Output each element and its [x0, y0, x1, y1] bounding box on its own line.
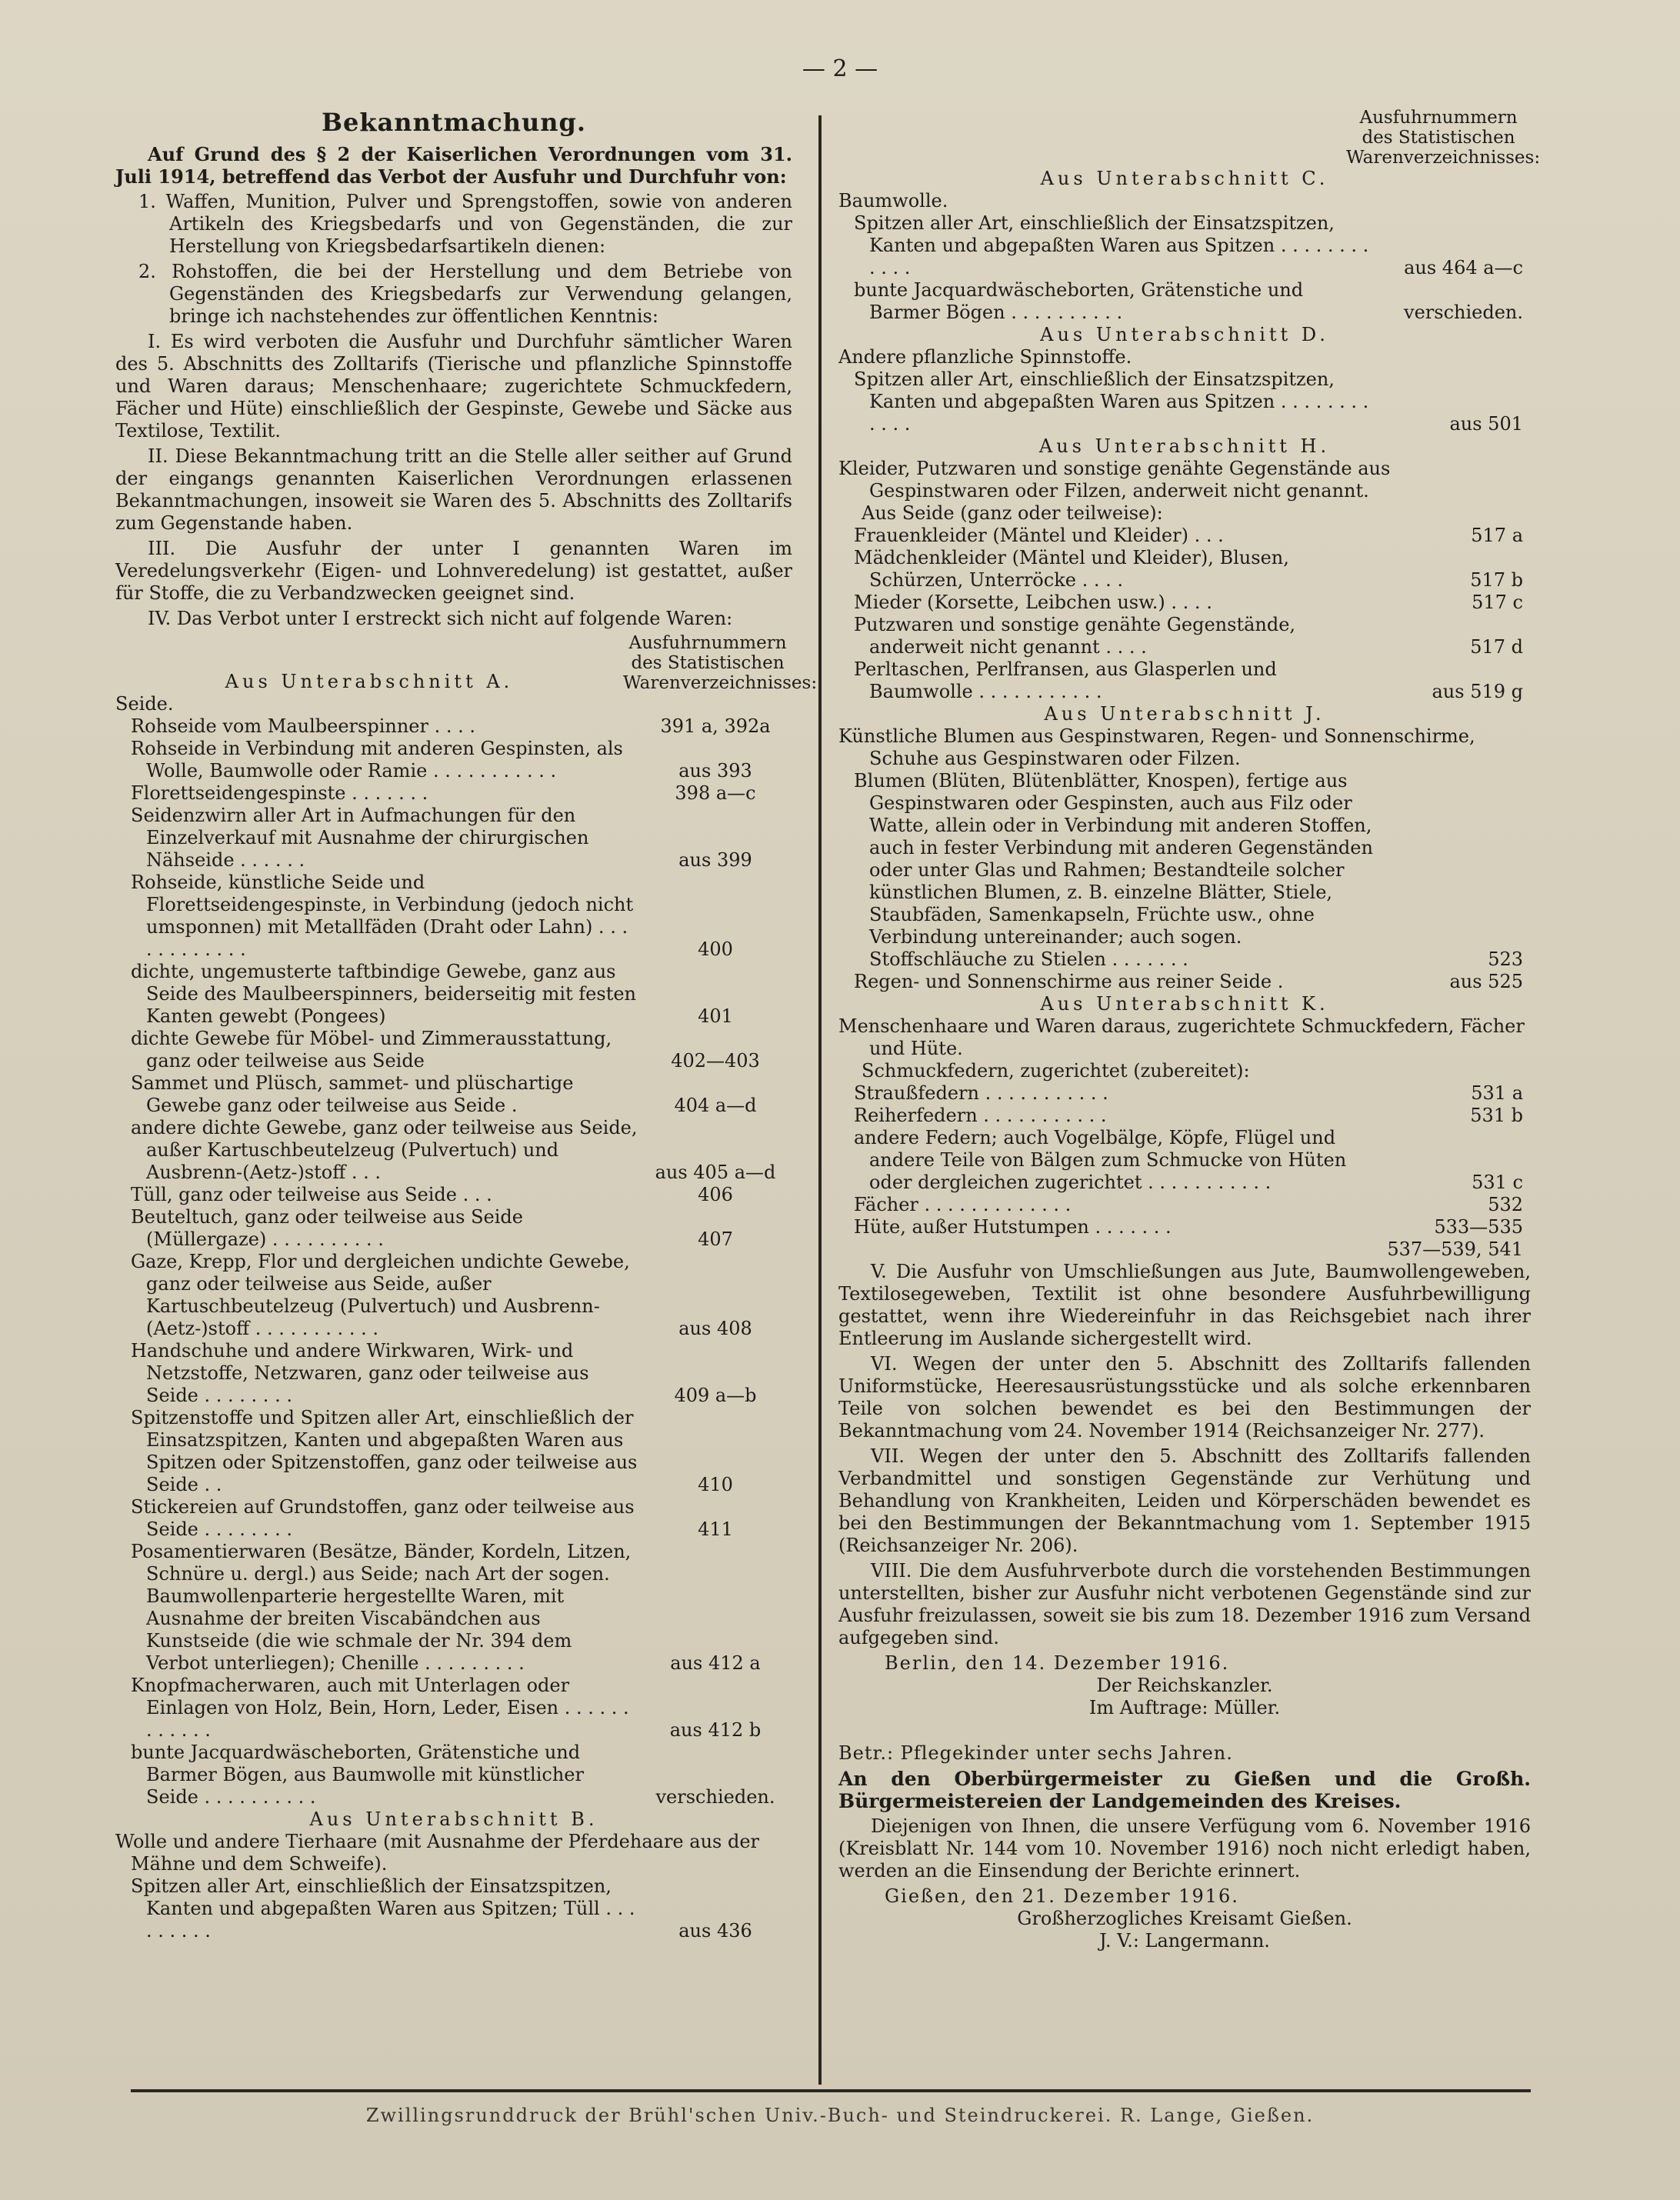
left-column-number-header: Ausfuhrnummern des Statistischen Warenverzeichnisses: — [623, 633, 818, 693]
list-item — [838, 1127, 1531, 1194]
dateline-giessen: Gießen, den 21. Dezember 1916. — [885, 1885, 1239, 1907]
list-item — [838, 1216, 1531, 1238]
list-item — [115, 1072, 792, 1117]
item-number: 406 — [698, 1184, 733, 1205]
item-text: Posamentierwaren (Besätze, Bänder, Kordeln, Litzen, Schnüre u. dergl.) aus Seide; nach Art der sogen. Baumwollenparterie hergestellte Waren, mit Ausnahme der breiten Viscabändchen aus Kunstseide (die wie schmale der Nr. 394 dem Verbot unterliegen); Chenille . . . . . . . . . — [131, 1541, 632, 1674]
list-item — [115, 961, 792, 1028]
paragraph-i: I. Es wird verboten die Ausfuhr und Durchfuhr sämtlicher Waren des 5. Abschnitts des Zolltarifs (Tierische und pflanzliche Spinnstoffe und Waren daraus; Menschenhaare; zugerichtete Schmuckfedern, Fächer und Hüte) einschließlich der Gespinste, Gewebe und Säcke aus Textilose, Textilit. — [115, 331, 792, 442]
paragraph-iv: IV. Das Verbot unter I erstreckt sich nicht auf folgende Waren: — [148, 608, 733, 629]
item-number: verschieden. — [1404, 302, 1523, 323]
paragraph-vi: VI. Wegen der unter den 5. Abschnitt des Zolltarifs fallenden Uniformstücke, Heeresausrüstungsstücke und als solche erkennbaren Teile von solchen bewendet es bei den Bestimmungen der Bekanntmachung vom 24. November 1914 (Reichsanzeiger Nr. 277). — [838, 1353, 1531, 1442]
item-number: aus 405 a—d — [655, 1162, 776, 1183]
category-menschenhaare: Menschenhaare und Waren daraus, zugerichtete Schmuckfedern, Fächer und Hüte. — [838, 1015, 1525, 1059]
right-column-number-header: Ausfuhrnummern des Statistischen Warenverzeichnisses: — [1346, 108, 1541, 168]
list-item — [838, 592, 1531, 614]
item-number: 533—535 — [1434, 1216, 1523, 1238]
section-b-heading: Aus Unterabschnitt B. — [309, 1808, 598, 1830]
item-text: Stickereien auf Grundstoffen, ganz oder teilweise aus Seide . . . . . . . . — [131, 1496, 635, 1540]
paragraph-ii: II. Diese Bekanntmachung tritt an die Stelle aller seither auf Grund der eingangs genannten Kaiserlichen Verordnungen erlassenen Bekanntmachungen, insoweit sie Waren des 5. Abschnitts des Zolltarifs zum Gegenstande haben. — [115, 445, 792, 534]
item-number: aus 501 — [1449, 413, 1523, 435]
list-item — [115, 1742, 792, 1808]
item-number: aus 399 — [678, 849, 752, 871]
item-text: bunte Jacquardwäscheborten, Grätenstiche und Barmer Bögen, aus Baumwolle mit künstlicher Seide . . . . . . . . . . — [131, 1742, 584, 1808]
item-number: aus 408 — [678, 1318, 752, 1339]
item-number: aus 412 b — [669, 1719, 762, 1741]
item-text: Sammet und Plüsch, sammet- und plüschartige Gewebe ganz oder teilweise aus Seide . — [131, 1072, 574, 1116]
item-text: Tüll, ganz oder teilweise aus Seide . . . — [131, 1184, 492, 1205]
right-header-row — [838, 108, 1541, 168]
list-item — [838, 971, 1531, 993]
column-divider — [818, 115, 822, 2085]
item-number: aus 412 a — [670, 1652, 761, 1674]
list-item — [115, 1541, 792, 1675]
item-number: 391 a, 392a — [660, 715, 771, 737]
list-item — [838, 1238, 1531, 1261]
header-spacer — [838, 108, 1346, 168]
list-item — [838, 547, 1531, 592]
item-text: Spitzen aller Art, einschließlich der Einsatzspitzen, Kanten und abgepaßten Waren aus Spitzen; Tüll . . . . . . . . . — [131, 1875, 635, 1942]
item-number: aus 393 — [678, 760, 752, 782]
category-kleider: Kleider, Putzwaren und sonstige genähte Gegenstände aus Gespinstwaren oder Filzen, anderweit nicht genannt. — [838, 458, 1391, 502]
item-text: Rohseide, künstliche Seide und Florettseidengespinste, in Verbindung (jedoch nicht umsponnen) mit Metallfäden (Draht oder Lahn) . . . . . . . . . . . . — [131, 872, 634, 960]
item-text: dichte, ungemusterte taftbindige Gewebe, ganz aus Seide des Maulbeerspinners, beiderseitig mit festen Kanten gewebt (Pongees) — [131, 961, 637, 1027]
list-item — [115, 1184, 792, 1206]
item-text: Frauenkleider (Mäntel und Kleider) . . . — [854, 525, 1224, 546]
item-number: 404 a—d — [674, 1095, 757, 1116]
section-d-heading: Aus Unterabschnitt D. — [1040, 324, 1329, 345]
intro-paragraph: Auf Grund des § 2 der Kaiserlichen Verordnungen vom 31. Juli 1914, betreffend das Verbot der Ausfuhr und Durchfuhr von: — [115, 143, 792, 188]
section-h-heading: Aus Unterabschnitt H. — [1038, 435, 1331, 457]
list-item — [115, 715, 792, 738]
signature-title: Der Reichskanzler. — [1096, 1675, 1273, 1696]
item-number: 532 — [1488, 1194, 1523, 1215]
right-column — [838, 108, 1541, 1952]
item-number: 517 d — [1470, 636, 1523, 658]
list-item — [838, 614, 1531, 658]
paragraph-vii: VII. Wegen der unter den 5. Abschnitt des Zolltarifs fallenden Verbandmittel und sonstigen Gegenstände zur Verhütung und Behandlung von Krankheiten, Leiden und Körperschäden bewendet es bei den Bestimmungen der Bekanntmachung vom 1. September 1915 (Reichsanzeiger Nr. 206). — [838, 1445, 1531, 1556]
printer-imprint: Zwillingsrunddruck der Brühl'schen Univ.-Buch- und Steindruckerei. R. Lange, Gießen. — [365, 2105, 1315, 2126]
addressee: An den Oberbürgermeister zu Gießen und die Großh. Bürgermeistereien der Landgemeinden des Kreises. — [838, 1768, 1531, 1812]
list-item — [115, 805, 792, 872]
list-item — [838, 525, 1531, 547]
item-number: aus 519 g — [1432, 681, 1523, 702]
item-text: andere Federn; auch Vogelbälge, Köpfe, Flügel und andere Teile von Bälgen zum Schmucke von Hüten oder dergleichen zugerichtet . . . . . . . . . . . — [854, 1127, 1347, 1193]
announcement-title: Bekanntmachung. — [321, 108, 586, 137]
item-text: Spitzen aller Art, einschließlich der Einsatzspitzen, Kanten und abgepaßten Waren aus Spitzen . . . . . . . . . . . . — [854, 212, 1369, 278]
section-j-list — [838, 770, 1531, 993]
item-text: Perltaschen, Perlfransen, aus Glasperlen und Baumwolle . . . . . . . . . . . — [854, 658, 1277, 702]
item-text: Fächer . . . . . . . . . . . . . — [854, 1194, 1072, 1215]
item-text: Putzwaren und sonstige genähte Gegenstände, anderweit nicht genannt . . . . — [854, 614, 1296, 658]
subcategory-aus-seide: Aus Seide (ganz oder teilweise): — [862, 502, 1163, 524]
item-number: 523 — [1488, 948, 1523, 970]
item-number: 537—539, 541 — [1387, 1238, 1523, 1260]
office-name: Großherzogliches Kreisamt Gießen. — [1017, 1908, 1352, 1929]
section-c-list — [838, 212, 1531, 324]
list-item — [115, 738, 792, 782]
item-number: 531 c — [1472, 1172, 1523, 1193]
list-item — [115, 1028, 792, 1072]
item-number: aus 436 — [678, 1920, 752, 1942]
list-item — [115, 1206, 792, 1251]
section-h-list — [838, 525, 1531, 703]
paragraph-v: V. Die Ausfuhr von Umschließungen aus Jute, Baumwollengeweben, Textilosegeweben, Textilit ist ohne besondere Ausfuhrbewilligung gestattet, wenn ihre Wiedereinfuhr in das Reichsgebiet nach ihrer Entleerung im Auslande sichergestellt wird. — [838, 1261, 1531, 1349]
left-item-list — [115, 715, 792, 1808]
list-item — [838, 770, 1531, 971]
item-number: 517 c — [1472, 592, 1523, 613]
item-text: Hüte, außer Hutstumpen . . . . . . . — [854, 1216, 1172, 1238]
item-number: 409 a—b — [674, 1385, 757, 1406]
list-item — [115, 782, 792, 805]
item-number: 400 — [698, 938, 733, 960]
subject-line: Betr.: Pflegekinder unter sechs Jahren. — [838, 1742, 1233, 1764]
list-item — [115, 1875, 792, 1942]
item-number: 411 — [698, 1518, 733, 1540]
list-item — [838, 368, 1531, 435]
section-k-heading: Aus Unterabschnitt K. — [1040, 993, 1329, 1015]
category-baumwolle: Baumwolle. — [838, 190, 948, 212]
section-j-heading: Aus Unterabschnitt J. — [1044, 703, 1325, 725]
item-text — [838, 1238, 1377, 1261]
section-d-list — [838, 368, 1531, 435]
enum-item-1: 1. Waffen, Munition, Pulver und Sprengstoffen, sowie von anderen Artikeln des Kriegsbedarfs und von Gegenständen, die zur Herstellung von Kriegsbedarfsartikeln dienen: — [138, 191, 792, 257]
left-column — [115, 108, 818, 1942]
official-name: J. V.: Langermann. — [1099, 1930, 1270, 1952]
section-a-header-row — [115, 633, 818, 693]
item-text: Mädchenkleider (Mäntel und Kleider), Blusen, Schürzen, Unterröcke . . . . — [854, 547, 1289, 591]
item-number: aus 525 — [1449, 971, 1523, 992]
section-c-heading: Aus Unterabschnitt C. — [1040, 168, 1329, 189]
item-number: 402—403 — [671, 1050, 760, 1072]
item-text: Mieder (Korsette, Leibchen usw.) . . . . — [854, 592, 1212, 613]
item-text: dichte Gewebe für Möbel- und Zimmerausstattung, ganz oder teilweise aus Seide — [131, 1028, 612, 1072]
list-item — [838, 1194, 1531, 1216]
item-text: Beuteltuch, ganz oder teilweise aus Seide (Müllergaze) . . . . . . . . . . — [131, 1206, 523, 1250]
list-item — [115, 1407, 792, 1496]
list-item — [838, 212, 1531, 279]
section-k-list — [838, 1082, 1531, 1261]
list-item — [115, 1675, 792, 1742]
item-text: Regen- und Sonnenschirme aus reiner Seide . — [854, 971, 1284, 992]
spacer — [838, 1719, 1531, 1742]
item-number: verschieden. — [655, 1786, 775, 1808]
category-seide: Seide. — [115, 693, 174, 715]
list-item — [838, 279, 1531, 324]
bottom-rule — [131, 2089, 1531, 2092]
item-text: Rohseide in Verbindung mit anderen Gespinsten, als Wolle, Baumwolle oder Ramie . . . . . . . . . . . — [131, 738, 623, 782]
list-item — [838, 1105, 1531, 1127]
list-item — [115, 1340, 792, 1407]
category-andere: Andere pflanzliche Spinnstoffe. — [838, 346, 1132, 368]
item-text: Gaze, Krepp, Flor und dergleichen undichte Gewebe, ganz oder teilweise aus Seide, außer Kartuschbeutelzeug (Pulvertuch) und Ausbrenn-(Aetz-)stoff . . . . . . . . . . . — [131, 1251, 630, 1339]
category-wolle: Wolle und andere Tierhaare (mit Ausnahme der Pferdehaare aus der Mähne und dem Schweife). — [115, 1831, 760, 1875]
signature-name: Im Auftrage: Müller. — [1088, 1697, 1281, 1718]
item-number: 531 a — [1471, 1082, 1523, 1104]
item-number: 401 — [698, 1005, 733, 1027]
list-item — [838, 658, 1531, 703]
list-item — [115, 1496, 792, 1541]
item-text: Straußfedern . . . . . . . . . . . — [854, 1082, 1108, 1104]
item-text: Handschuhe und andere Wirkwaren, Wirk- und Netzstoffe, Netzwaren, ganz oder teilweise aus Seide . . . . . . . . — [131, 1340, 589, 1406]
enum-item-2: 2. Rohstoffen, die bei der Herstellung und dem Betriebe von Gegenständen des Kriegsbedarfs zur Verwendung gelangen, bringe ich nachstehendes zur öffentlichen Kenntnis: — [138, 261, 792, 327]
item-number: 517 a — [1471, 525, 1523, 546]
item-text: Spitzen aller Art, einschließlich der Einsatzspitzen, Kanten und abgepaßten Waren aus Spitzen . . . . . . . . . . . . — [854, 368, 1369, 435]
item-text: bunte Jacquardwäscheborten, Grätenstiche und Barmer Bögen . . . . . . . . . . — [854, 279, 1304, 323]
item-number: 407 — [698, 1228, 733, 1250]
item-text: Knopfmacherwaren, auch mit Unterlagen oder Einlagen von Holz, Bein, Horn, Leder, Eisen . . . . . . . . . . . . — [131, 1675, 629, 1741]
dateline-berlin: Berlin, den 14. Dezember 1916. — [885, 1652, 1230, 1674]
item-text: andere dichte Gewebe, ganz oder teilweise aus Seide, außer Kartuschbeutelzeug (Pulvertuch) und Ausbrenn-(Aetz-)stoff . . . — [131, 1117, 638, 1183]
section-a-heading: Aus Unterabschnitt A. — [225, 671, 514, 692]
list-item — [115, 1117, 792, 1184]
item-number: aus 464 a—c — [1404, 257, 1523, 278]
item-text: Seidenzwirn aller Art in Aufmachungen für den Einzelverkauf mit Ausnahme der chirurgischen Nähseide . . . . . . — [131, 805, 589, 871]
category-kuenstliche-blumen: Künstliche Blumen aus Gespinstwaren, Regen- und Sonnenschirme, Schuhe aus Gespinstwaren oder Filzen. — [838, 725, 1475, 769]
item-number: 410 — [698, 1474, 733, 1495]
item-text: Rohseide vom Maulbeerspinner . . . . — [131, 715, 475, 737]
item-text: Reiherfedern . . . . . . . . . . . — [854, 1105, 1107, 1126]
list-item — [115, 1251, 792, 1340]
item-text: Florettseidengespinste . . . . . . . — [131, 782, 428, 804]
subcategory-schmuckfedern: Schmuckfedern, zugerichtet (zubereitet): — [862, 1060, 1250, 1082]
item-text: Spitzenstoffe und Spitzen aller Art, einschließlich der Einsatzspitzen, Kanten und abgepaßten Waren aus Spitzen oder Spitzenstoffen, ganz oder teilweise aus Seide . . — [131, 1407, 638, 1495]
item-number: 398 a—c — [675, 782, 756, 804]
page-number: — 2 — — [802, 55, 878, 82]
paragraph-viii: VIII. Die dem Ausfuhrverbote durch die vorstehenden Bestimmungen unterstellten, bisher zur Ausfuhr nicht verbotenen Gegenstände sind zur Ausfuhr freizulassen, soweit sie bis zum 18. Dezember 1916 zum Versand aufgegeben sind. — [838, 1560, 1531, 1648]
notice-paragraph: Diejenigen von Ihnen, die unsere Verfügung vom 6. November 1916 (Kreisblatt Nr. 144 vom 10. November 1916) noch nicht erledigt haben, werden an die Einsendung der Berichte erinnert. — [838, 1815, 1531, 1882]
list-item — [115, 872, 792, 961]
paragraph-iii: III. Die Ausfuhr der unter I genannten Waren im Veredelungsverkehr (Eigen- und Lohnveredelung) ist gestattet, außer für Stoffe, die zu Verbandzwecken geeignet sind. — [115, 538, 792, 604]
list-item — [838, 1082, 1531, 1105]
item-number: 531 b — [1470, 1105, 1523, 1126]
item-number: 517 b — [1470, 569, 1523, 591]
item-text: Blumen (Blüten, Blütenblätter, Knospen), fertige aus Gespinstwaren oder Gespinsten, auch aus Filz oder Watte, allein oder in Verbindung mit anderen Stoffen, auch in fester Verbindung mit anderen Gegenständen oder unter Glas und Rahmen; Bestandteile solcher künstlichen Blumen, z. B. einzelne Blätter, Stiele, Staubfäden, Samenkapseln, Früchte usw., ohne Verbindung untereinander; auch sogen. Stoffschläuche zu Stielen . . . . . . . — [854, 770, 1373, 970]
